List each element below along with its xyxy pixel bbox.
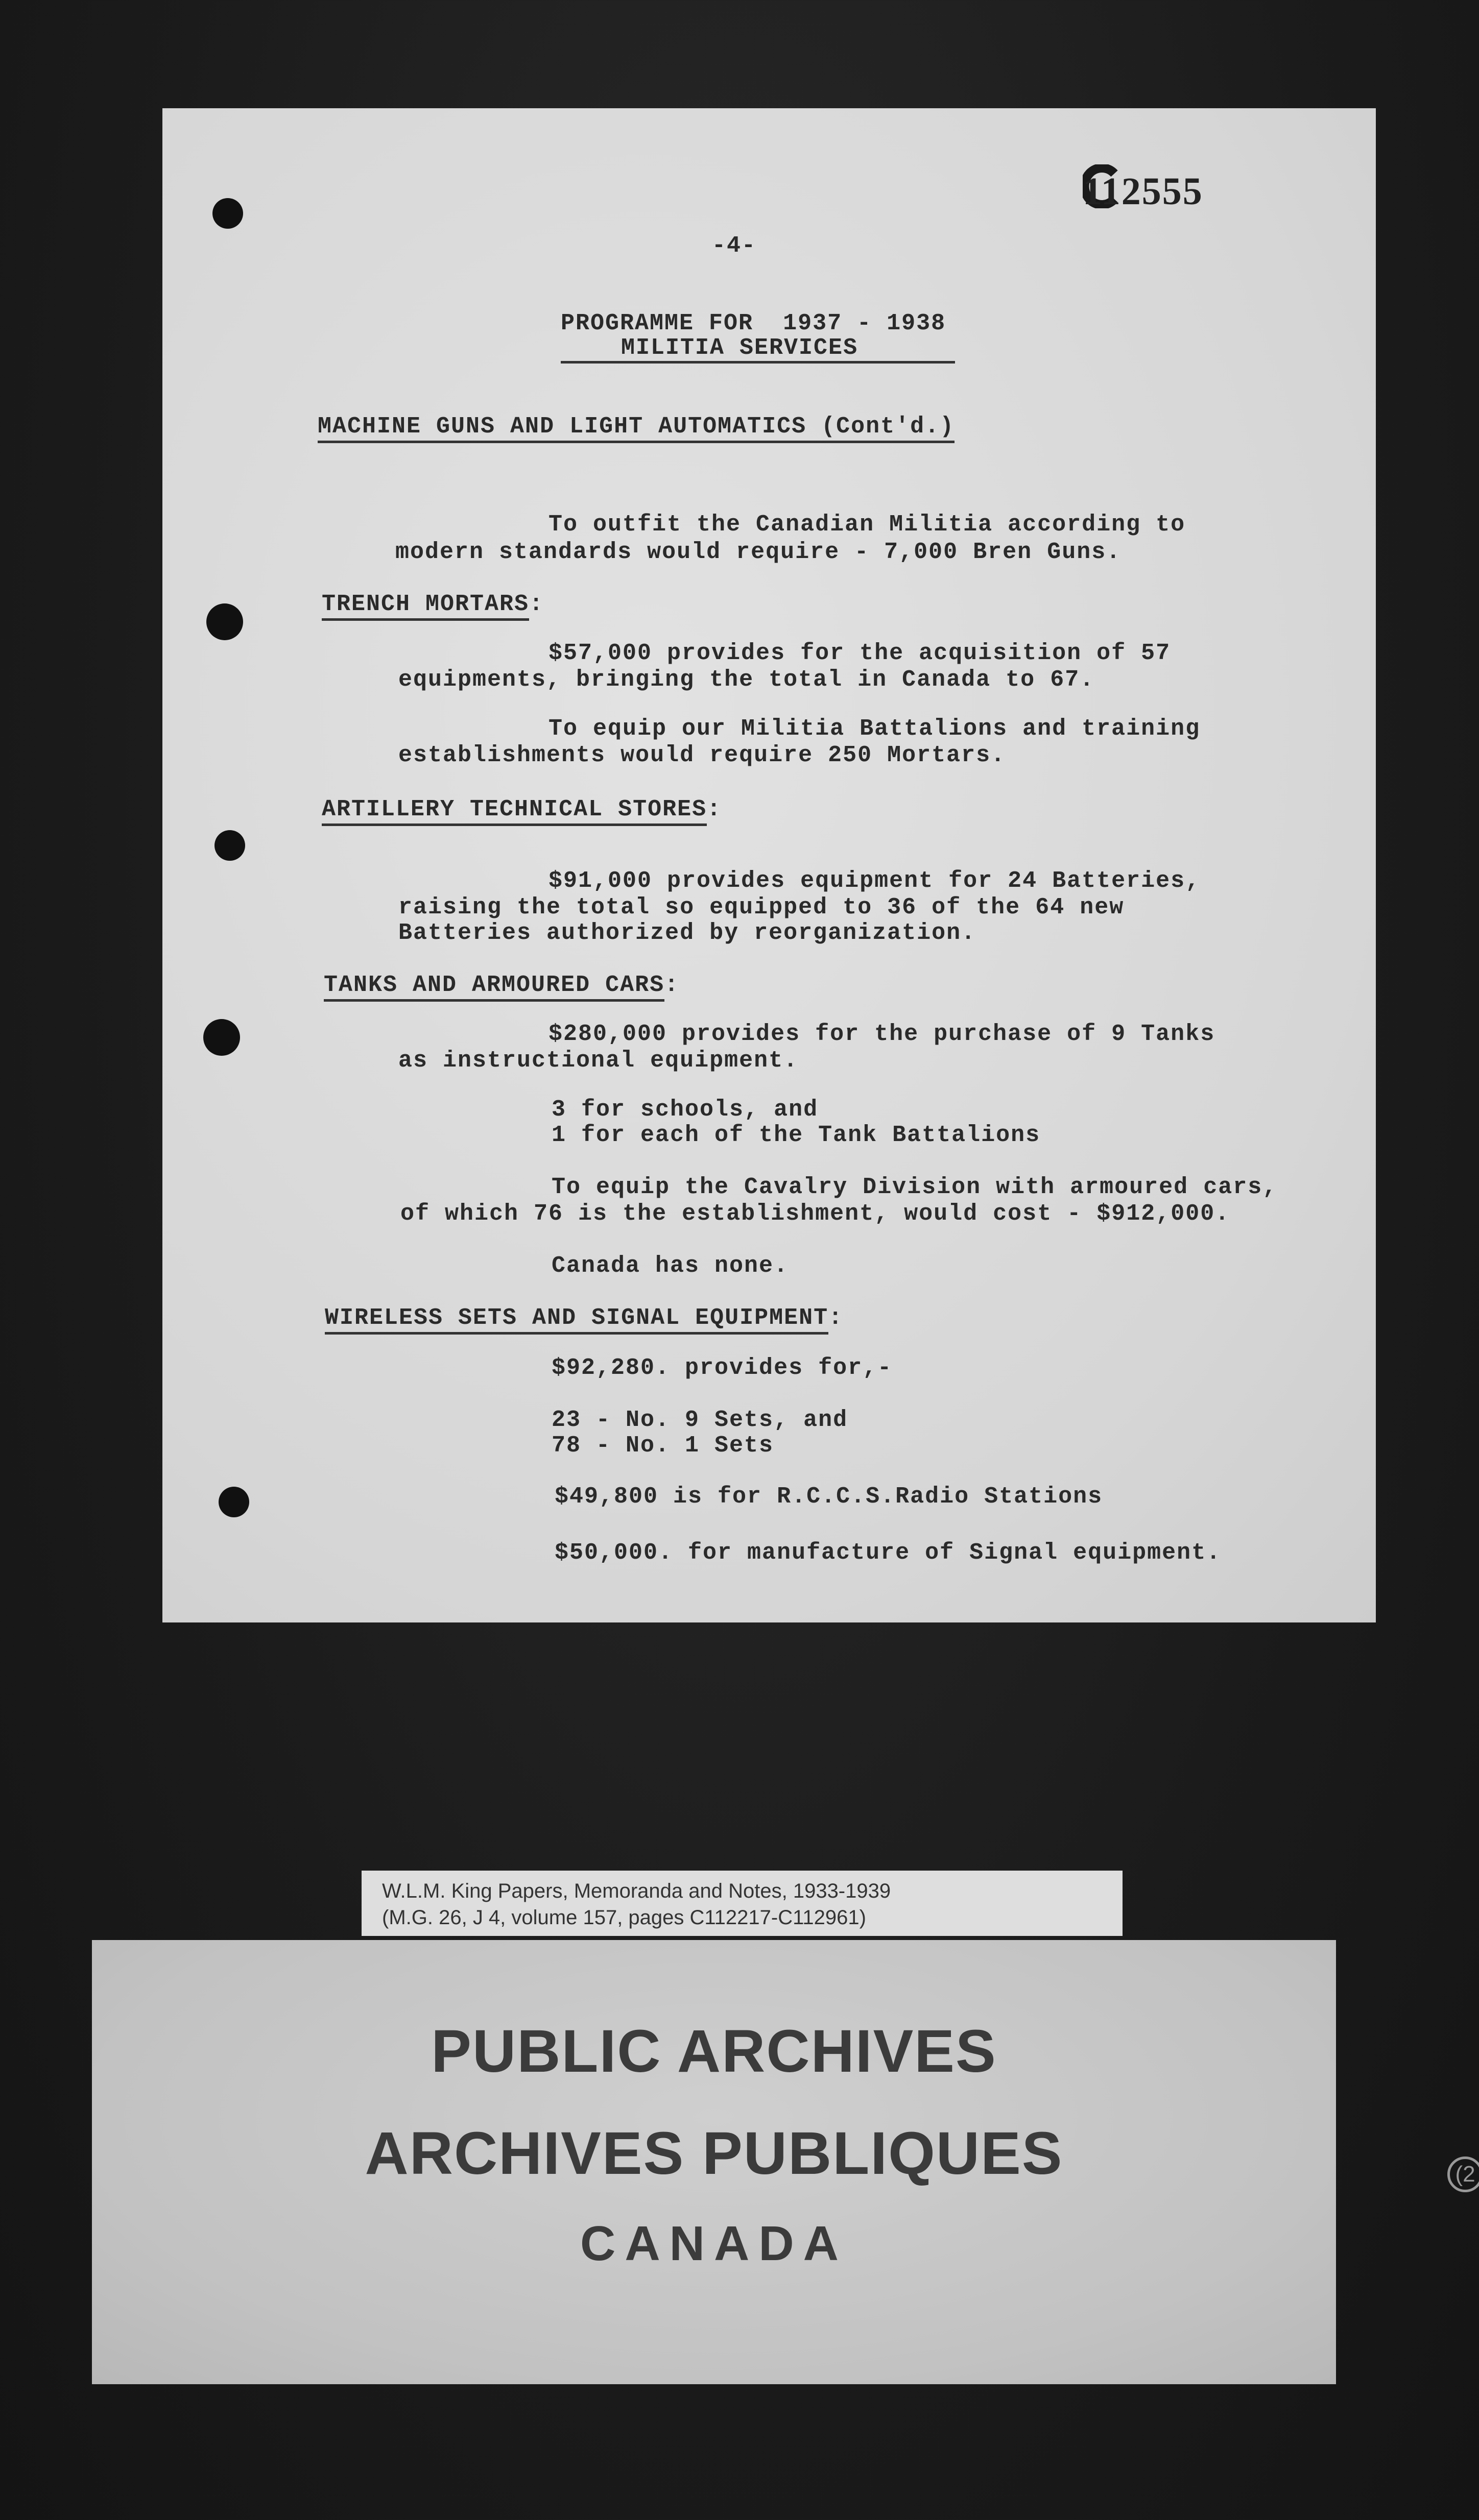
tanks-line-2: as instructional equipment. (398, 1048, 799, 1074)
archive-card-line-2: ARCHIVES PUBLIQUES (365, 2120, 1063, 2187)
section-heading-trench-mortars: TRENCH MORTARS: (322, 591, 544, 617)
tanks-line-6: of which 76 is the establishment, would cost - $912,000. (400, 1201, 1230, 1227)
trench-mortars-line-2: equipments, bringing the total in Canada to 67. (398, 667, 1095, 693)
document-title-line-2: MILITIA SERVICES (561, 335, 955, 364)
tanks-line-7: Canada has none. (552, 1253, 789, 1279)
archive-card-line-1: PUBLIC ARCHIVES (431, 2018, 997, 2085)
section-heading-artillery: ARTILLERY TECHNICAL STORES: (322, 796, 722, 822)
wireless-line-1: $92,280. provides for,- (552, 1355, 893, 1381)
punch-hole (212, 198, 243, 229)
wireless-line-2: 23 - No. 9 Sets, and (552, 1407, 848, 1433)
document-title-line-1: PROGRAMME FOR 1937 - 1938 (561, 310, 946, 336)
archive-card-line-3: CANADA (580, 2216, 848, 2271)
trench-mortars-line-1: $57,000 provides for the acquisition of 57 (548, 640, 1171, 666)
artillery-line-2: raising the total so equipped to 36 of the 64 new (398, 894, 1125, 920)
punch-hole (219, 1487, 249, 1517)
tanks-line-4: 1 for each of the Tank Battalions (552, 1122, 1041, 1148)
wireless-line-5: $50,000. for manufacture of Signal equipment. (555, 1540, 1222, 1566)
tanks-line-1: $280,000 provides for the purchase of 9 Tanks (548, 1021, 1215, 1047)
section-heading-tanks: TANKS AND ARMOURED CARS: (324, 972, 679, 998)
punch-hole (203, 1019, 240, 1056)
machine-guns-line-1: To outfit the Canadian Militia according to (548, 512, 1186, 538)
archive-reference-line-1: W.L.M. King Papers, Memoranda and Notes, 1933-1939 (382, 1880, 891, 1902)
tanks-line-3: 3 for schools, and (552, 1097, 819, 1123)
artillery-line-1: $91,000 provides equipment for 24 Batteries, (548, 868, 1201, 894)
edge-mark: (2 (1447, 2156, 1479, 2192)
wireless-line-3: 78 - No. 1 Sets (552, 1433, 774, 1459)
artillery-line-3: Batteries authorized by reorganization. (398, 920, 976, 946)
punch-hole (206, 603, 243, 640)
trench-mortars-line-4: establishments would require 250 Mortars. (398, 742, 1006, 768)
wireless-line-4: $49,800 is for R.C.C.S.Radio Stations (555, 1484, 1103, 1510)
section-heading-machine-guns: MACHINE GUNS AND LIGHT AUTOMATICS (Cont'd.) (318, 414, 955, 440)
trench-mortars-line-3: To equip our Militia Battalions and training (548, 716, 1201, 742)
document-number: 112555 (1083, 170, 1203, 213)
punch-hole (214, 830, 245, 861)
section-heading-wireless: WIRELESS SETS AND SIGNAL EQUIPMENT: (325, 1305, 843, 1331)
page-marker: -4- (712, 233, 757, 259)
machine-guns-line-2: modern standards would require - 7,000 Bren Guns. (395, 539, 1122, 565)
archive-reference-label (362, 1871, 1123, 1936)
archive-card (92, 1940, 1336, 2384)
archive-reference-line-2: (M.G. 26, J 4, volume 157, pages C112217-C112961) (382, 1906, 866, 1929)
tanks-line-5: To equip the Cavalry Division with armoured cars, (552, 1174, 1278, 1200)
